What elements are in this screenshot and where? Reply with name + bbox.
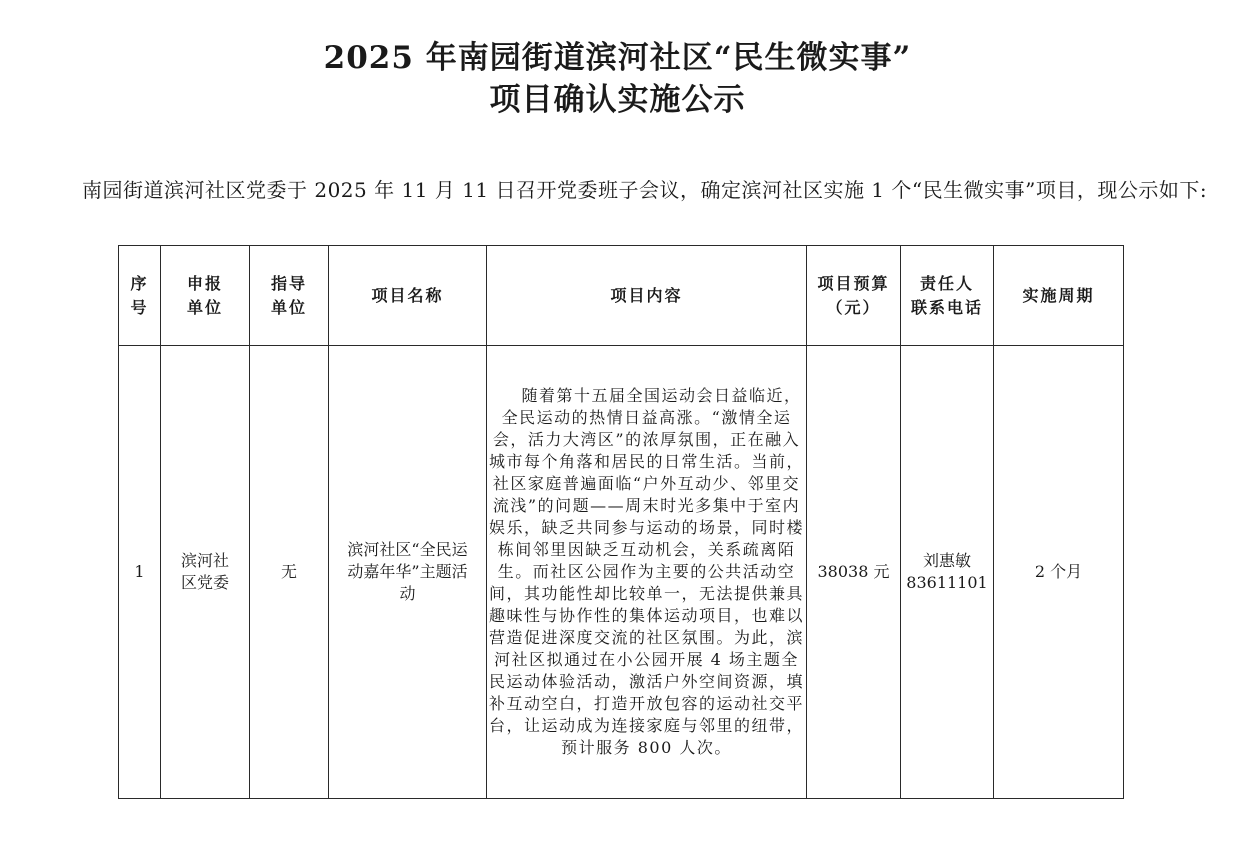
cell-period: 2 个月	[994, 346, 1124, 799]
table-row	[119, 346, 1124, 799]
header-contact: 责任人 联系电话	[901, 246, 994, 346]
contact-name: 刘惠敏	[922, 551, 971, 570]
cell-guide: 无	[250, 346, 329, 799]
contact-phone: 83611101	[906, 573, 988, 592]
cell-budget: 38038 元	[807, 346, 901, 799]
header-index: 序 号	[119, 246, 161, 346]
cell-content	[487, 346, 807, 799]
header-name: 项目名称	[329, 246, 487, 346]
document-title-line2: 项目确认实施公示	[489, 82, 746, 118]
header-content: 项目内容	[487, 246, 807, 346]
project-table	[118, 245, 1124, 799]
cell-index: 1	[119, 346, 161, 799]
document-title-line1: 2025 年南园街道滨河社区“民生微实事”	[323, 40, 912, 76]
header-budget: 项目预算 （元）	[807, 246, 901, 346]
header-period: 实施周期	[994, 246, 1124, 346]
table-header-row	[119, 246, 1124, 346]
cell-contact	[901, 346, 994, 799]
header-unit: 申报 单位	[161, 246, 250, 346]
intro-paragraph: 南园街道滨河社区党委于 2025 年 11 月 11 日召开党委班子会议，确定滨河社区实施 1 个“民生微实事”项目，现公示如下:	[82, 178, 1208, 202]
header-guide: 指导 单位	[250, 246, 329, 346]
cell-name: 滨河社区“全民运 动嘉年华”主题活 动	[329, 346, 487, 799]
project-content-text: 随着第十五届全国运动会日益临近，全民运动的热情日益高涨。“激情全运会，活力大湾区”的浓厚氛围，正在融入城市每个角落和居民的日常生活。当前，社区家庭普遍面临“户外互动少、邻里交流浅”的问题——周末时光多集中于室内娱乐，缺乏共同参与运动的场景，同时楼栋间邻里因缺乏互动机会，关系疏离陌生。而社区公园作为主要的公共活动空间，其功能性却比较单一，无法提供兼具趣味性与协作性的集体运动项目，也难以营造促进深度交流的社区氛围。为此，滨河社区拟通过在小公园开展 4 场主题全民运动体验活动，激活户外空间资源，填补互动空白，打造开放包容的运动社交平台，让运动成为连接家庭与邻里的纽带，预计服务 800 人次。	[488, 386, 804, 757]
cell-unit: 滨河社 区党委	[161, 346, 250, 799]
